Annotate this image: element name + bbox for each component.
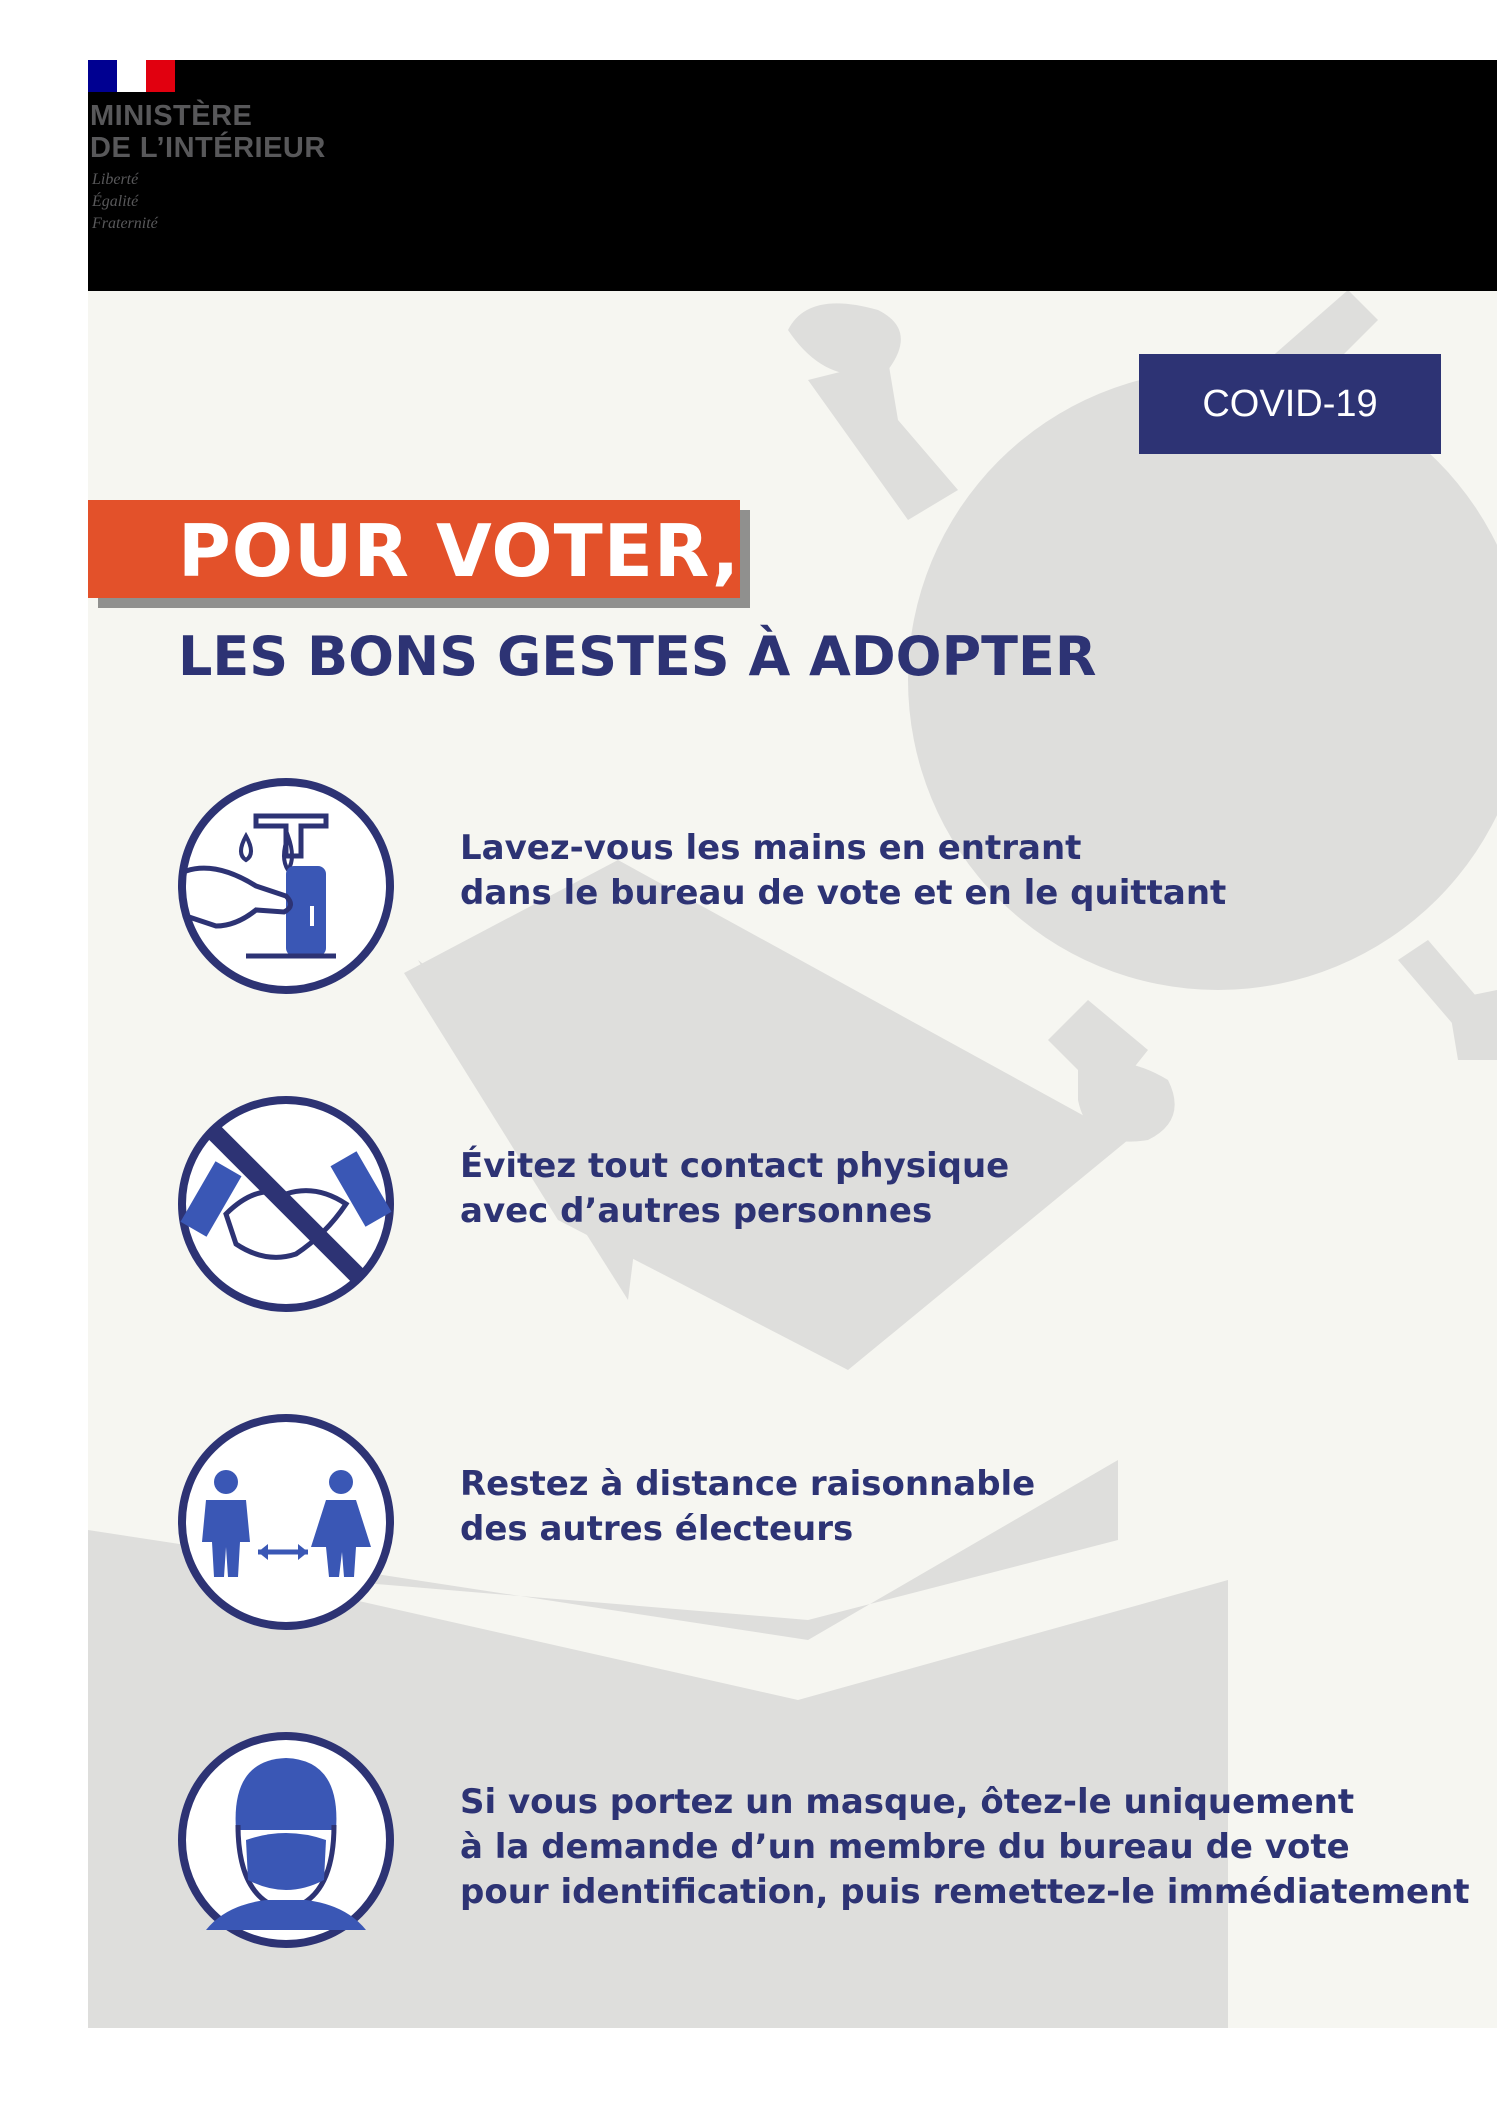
page-subtitle: LES BONS GESTES À ADOPTER <box>178 625 1097 688</box>
rule-line: à la demande d’un membre du bureau de vote <box>460 1827 1350 1867</box>
no-handshake-icon <box>176 1094 396 1314</box>
rule-line: des autres électeurs <box>460 1509 854 1549</box>
header-band <box>88 60 1497 291</box>
motto-egalite: Égalité <box>92 193 139 210</box>
rule-line: Lavez-vous les mains en entrant <box>460 828 1082 868</box>
page-title: POUR VOTER, <box>178 509 741 593</box>
rule-text-wash-hands <box>460 826 1226 916</box>
rule-item-mask <box>88 1780 1497 1912</box>
french-flag-icon <box>88 60 175 92</box>
logo-line-2: DE L’INTÉRIEUR <box>90 132 326 164</box>
ministry-logo <box>88 60 348 260</box>
poster <box>88 60 1497 2028</box>
hand-soap-icon <box>176 776 396 996</box>
rule-item-distance <box>88 1462 1497 1578</box>
rule-line: pour identification, puis remettez-le immédiatement <box>460 1872 1470 1912</box>
rule-line: Restez à distance raisonnable <box>460 1464 1036 1504</box>
covid-badge: COVID-19 <box>1139 354 1441 454</box>
rule-text-no-contact <box>460 1144 1009 1234</box>
logo-line-1: MINISTÈRE <box>90 100 253 132</box>
rule-line: dans le bureau de vote et en le quittant <box>460 873 1227 913</box>
rule-line: avec d’autres personnes <box>460 1191 933 1231</box>
rule-text-distance <box>460 1462 1035 1552</box>
rule-text-mask <box>460 1780 1470 1915</box>
rule-line: Si vous portez un masque, ôtez-le uniquement <box>460 1782 1355 1822</box>
rule-line: Évitez tout contact physique <box>460 1146 1010 1186</box>
motto-fraternite: Fraternité <box>92 215 158 232</box>
distance-icon <box>176 1412 396 1632</box>
rule-item-wash-hands <box>88 826 1497 942</box>
mask-icon <box>176 1730 396 1950</box>
title-box <box>88 500 740 598</box>
rule-item-no-contact <box>88 1144 1497 1260</box>
motto-liberte: Liberté <box>92 171 139 188</box>
